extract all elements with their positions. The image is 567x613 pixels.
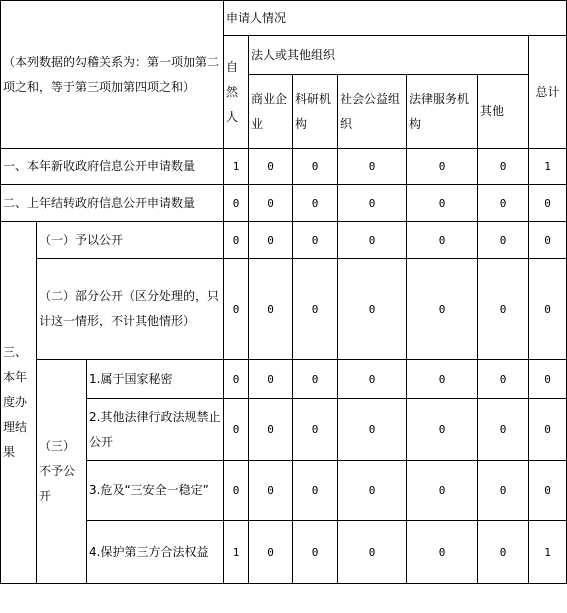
cell-natural-person: 1 xyxy=(224,521,249,584)
cell-legal-service: 0 xyxy=(407,521,478,584)
cell-total: 0 xyxy=(529,360,567,399)
table-row xyxy=(1,149,567,185)
cell-legal-service: 0 xyxy=(407,461,478,521)
cell-social: 0 xyxy=(338,399,407,461)
cell-natural-person: 1 xyxy=(224,149,249,185)
cell-natural-person: 0 xyxy=(224,185,249,222)
cell-total: 0 xyxy=(529,399,567,461)
header-research: 科研机构 xyxy=(293,75,338,149)
cell-social: 0 xyxy=(338,222,407,259)
cell-total: 0 xyxy=(529,461,567,521)
cell-commercial: 0 xyxy=(249,185,293,222)
cell-legal-service: 0 xyxy=(407,222,478,259)
cell-commercial: 0 xyxy=(249,461,293,521)
cell-natural-person: 0 xyxy=(224,399,249,461)
header-social: 社会公益组织 xyxy=(338,75,407,149)
cell-other: 0 xyxy=(478,461,529,521)
cell-total: 0 xyxy=(529,259,567,360)
row-label: （二）部分公开（区分处理的，只计这一情形，不计其他情形） xyxy=(37,259,224,360)
cell-research: 0 xyxy=(293,185,338,222)
cell-total: 1 xyxy=(529,521,567,584)
cell-social: 0 xyxy=(338,185,407,222)
table-row xyxy=(1,360,567,399)
row-label: 4.保护第三方合法权益 xyxy=(87,521,224,584)
cell-other: 0 xyxy=(478,259,529,360)
header-total: 总计 xyxy=(529,36,567,149)
cell-total: 0 xyxy=(529,185,567,222)
header-note: （本列数据的勾稽关系为：第一项加第二项之和，等于第三项加第四项之和） xyxy=(1,1,224,149)
cell-natural-person: 0 xyxy=(224,461,249,521)
cell-research: 0 xyxy=(293,149,338,185)
row-label: （一）予以公开 xyxy=(37,222,224,259)
cell-other: 0 xyxy=(478,399,529,461)
header-other: 其他 xyxy=(478,75,529,149)
cell-social: 0 xyxy=(338,149,407,185)
cell-commercial: 0 xyxy=(249,399,293,461)
table-row xyxy=(1,185,567,222)
cell-research: 0 xyxy=(293,399,338,461)
cell-legal-service: 0 xyxy=(407,259,478,360)
cell-legal-service: 0 xyxy=(407,149,478,185)
cell-natural-person: 0 xyxy=(224,259,249,360)
cell-other: 0 xyxy=(478,222,529,259)
cell-legal-service: 0 xyxy=(407,185,478,222)
row-label: 二、上年结转政府信息公开申请数量 xyxy=(1,185,224,222)
header-legal-service: 法律服务机构 xyxy=(407,75,478,149)
cell-research: 0 xyxy=(293,461,338,521)
cell-social: 0 xyxy=(338,360,407,399)
cell-research: 0 xyxy=(293,259,338,360)
header-natural-person: 自然人 xyxy=(224,36,249,149)
cell-research: 0 xyxy=(293,521,338,584)
cell-social: 0 xyxy=(338,259,407,360)
cell-other: 0 xyxy=(478,521,529,584)
section-three-label: 三、本年度办理结果 xyxy=(1,222,37,584)
cell-natural-person: 0 xyxy=(224,360,249,399)
cell-commercial: 0 xyxy=(249,259,293,360)
header-applicant: 申请人情况 xyxy=(224,1,567,36)
not-disclosed-label: （三）不予公开 xyxy=(37,360,87,584)
cell-legal-service: 0 xyxy=(407,360,478,399)
cell-other: 0 xyxy=(478,149,529,185)
cell-commercial: 0 xyxy=(249,149,293,185)
cell-commercial: 0 xyxy=(249,222,293,259)
cell-legal-service: 0 xyxy=(407,399,478,461)
header-commercial: 商业企业 xyxy=(249,75,293,149)
table-row xyxy=(1,222,567,259)
table-row xyxy=(1,259,567,360)
header-legal-entity: 法人或其他组织 xyxy=(249,36,529,75)
cell-social: 0 xyxy=(338,521,407,584)
cell-research: 0 xyxy=(293,360,338,399)
cell-commercial: 0 xyxy=(249,521,293,584)
cell-natural-person: 0 xyxy=(224,222,249,259)
row-label: 1.属于国家秘密 xyxy=(87,360,224,399)
cell-other: 0 xyxy=(478,185,529,222)
cell-social: 0 xyxy=(338,461,407,521)
cell-total: 1 xyxy=(529,149,567,185)
row-label: 3.危及“三安全一稳定” xyxy=(87,461,224,521)
cell-research: 0 xyxy=(293,222,338,259)
row-label: 2.其他法律行政法规禁止公开 xyxy=(87,399,224,461)
cell-other: 0 xyxy=(478,360,529,399)
cell-commercial: 0 xyxy=(249,360,293,399)
row-label: 一、本年新收政府信息公开申请数量 xyxy=(1,149,224,185)
cell-total: 0 xyxy=(529,222,567,259)
